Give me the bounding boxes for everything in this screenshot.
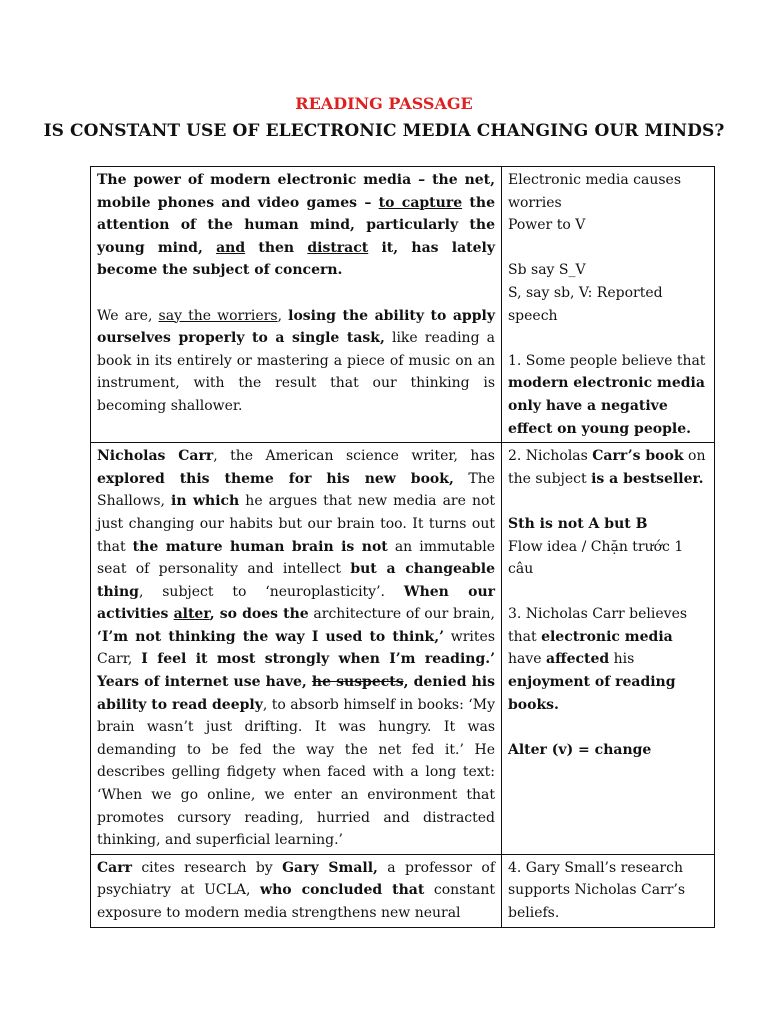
text-run: Electronic media causes worries <box>508 172 682 211</box>
text-run: he suspects <box>311 674 404 691</box>
text-run: electronic media <box>541 628 673 645</box>
text-run: Gary Small, <box>282 859 378 876</box>
text-run: he argues that new media are not just changing our habits but our brain too. It turns out that <box>97 493 496 555</box>
passage-text-cell <box>91 854 502 927</box>
text-run: his <box>609 651 635 668</box>
paragraph <box>97 445 495 852</box>
text-run: a professor of psychiatry at UCLA, <box>97 859 495 899</box>
text-run: I feel it most strongly when I’m reading.’ Years of internet use have, <box>97 651 495 691</box>
blank-line <box>508 490 708 513</box>
passage-label: READING PASSAGE <box>295 94 473 113</box>
notes-cell <box>502 854 715 927</box>
paragraph <box>508 169 708 214</box>
text-run: , to absorb himself in books: ‘My brain wasn’t just drifting. It was hungry. It was demanding to be fed the way the net fed it.’ He describes gelling fidgety when faced with a long text: ‘When we go online, we enter an environment that promotes cursory reading, hurried and distracted thinking, and superficial learning.’ <box>97 696 495 849</box>
passage-row <box>91 167 715 443</box>
text-run: Carr’s book <box>592 448 684 465</box>
text-run: is a bestseller. <box>591 470 704 487</box>
text-run: the attention of the human mind, particularly the young mind, <box>97 194 495 256</box>
text-run: an immutable seat of personality and intellect <box>97 538 495 578</box>
text-run: but a changeable thing <box>97 561 495 600</box>
text-run: constant exposure to modern media strengthens new neural <box>97 882 495 921</box>
text-run: Sb say S_V <box>508 262 586 279</box>
text-run: then <box>245 239 308 256</box>
blank-line <box>508 581 708 604</box>
text-run: When our activities <box>97 583 496 623</box>
text-run: 4. Gary Small’s research supports Nicholas Carr’s beliefs. <box>508 859 686 921</box>
text-run: 1. Some people believe that <box>508 352 706 369</box>
text-run: losing the ability to apply ourselves properly to a single task, <box>97 307 495 347</box>
text-run: to capture <box>378 194 463 211</box>
text-run: architecture of our brain, <box>308 606 495 623</box>
text-run: 3. Nicholas Carr believes that <box>508 606 688 645</box>
text-run: , the American science writer, has <box>213 448 495 465</box>
text-run: the mature human brain is not <box>132 538 388 555</box>
text-run: modern electronic media only have a negative effect on young people. <box>508 375 705 437</box>
paragraph <box>508 648 708 716</box>
blank-line <box>508 716 708 739</box>
paragraph <box>97 857 495 925</box>
text-run: Nicholas Carr <box>97 448 214 465</box>
text-run: The power of modern electronic media – the net, mobile phones and video games – <box>97 172 495 211</box>
text-run: say the worriers <box>158 307 278 324</box>
text-run: on the subject <box>508 448 706 487</box>
text-run: , denied his ability to read deeply <box>97 674 495 713</box>
text-run: alter <box>173 606 210 623</box>
text-run: Flow idea / Chặn trước 1 câu <box>508 538 684 578</box>
passage-text-cell <box>91 443 502 855</box>
notes-cell <box>502 167 715 443</box>
text-run: and <box>216 239 246 256</box>
text-run: it, has lately become the subject of concern. <box>97 239 495 279</box>
paragraph <box>97 169 495 282</box>
passage-row <box>91 443 715 855</box>
text-run: , so does the <box>209 606 309 623</box>
blank-line <box>508 327 708 350</box>
paragraph <box>508 282 708 327</box>
paragraph <box>508 445 708 490</box>
text-run: in which <box>171 493 240 510</box>
text-run: We are, <box>97 307 159 324</box>
text-run: The Shallows, <box>97 470 496 510</box>
text-run: 2. Nicholas <box>508 448 593 465</box>
text-run: affected <box>546 651 610 668</box>
paragraph <box>508 513 708 536</box>
text-run: Carr <box>97 859 132 876</box>
passage-table <box>90 166 715 928</box>
notes-cell <box>502 443 715 855</box>
paragraph <box>508 857 708 925</box>
passage-text-cell <box>91 167 502 443</box>
text-run: Power to V <box>508 217 586 234</box>
text-run: explored this theme for his new book, <box>97 470 454 487</box>
text-run: ‘I’m not thinking the way I used to think,’ <box>97 628 445 645</box>
paragraph <box>508 259 708 282</box>
paragraph <box>508 214 708 237</box>
text-run: S, say sb, V: Reported speech <box>508 284 663 324</box>
blank-line <box>97 282 495 305</box>
paragraph <box>508 603 708 648</box>
passage-title: IS CONSTANT USE OF ELECTRONIC MEDIA CHANGING OUR MINDS? <box>43 121 725 141</box>
text-run: Sth is not A but B <box>508 515 648 532</box>
text-run: distract <box>307 239 369 256</box>
paragraph <box>508 350 708 440</box>
text-run: who concluded that <box>260 882 425 899</box>
text-run: have <box>508 651 547 668</box>
text-run: , <box>277 307 289 324</box>
blank-line <box>508 237 708 260</box>
paragraph <box>508 739 708 762</box>
paragraph <box>97 305 495 418</box>
text-run: , subject to ‘neuroplasticity’. <box>138 583 404 600</box>
text-run: Alter (v) = change <box>508 741 652 758</box>
paragraph <box>508 536 708 581</box>
text-run: cites research by <box>131 859 283 876</box>
text-run: enjoyment of reading books. <box>508 674 676 713</box>
text-run: writes Carr, <box>97 628 495 668</box>
passage-row <box>91 854 715 927</box>
text-run: like reading a book in its entirely or mastering a piece of music on an instrument, with the result that our thinking is becoming shallower. <box>97 330 495 414</box>
